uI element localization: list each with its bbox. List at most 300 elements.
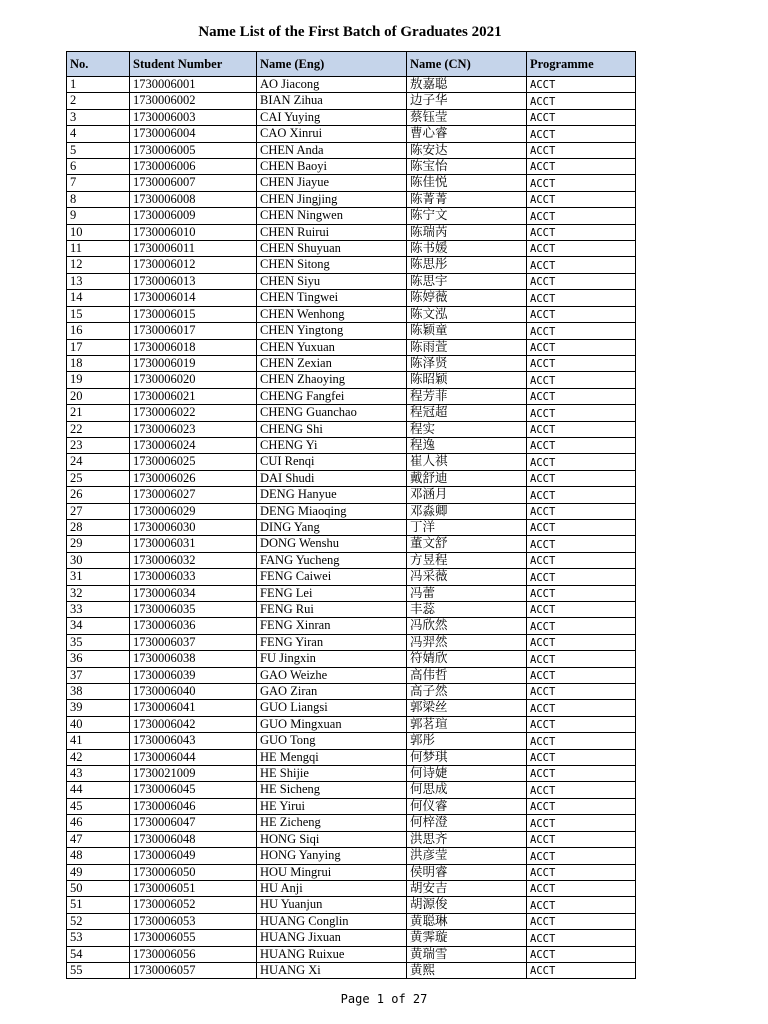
table-row [67, 470, 636, 486]
table-row [67, 569, 636, 585]
cell-name-cn: 陈宁文 [407, 208, 527, 224]
cell-student-number: 1730006023 [130, 421, 257, 437]
cell-name-cn: 陈佳悦 [407, 175, 527, 191]
cell-student-number: 1730006021 [130, 388, 257, 404]
cell-no: 48 [67, 848, 130, 864]
cell-name-cn: 邓涵月 [407, 487, 527, 503]
cell-name-cn: 符婧欣 [407, 651, 527, 667]
cell-name-cn: 黄瑞雪 [407, 946, 527, 962]
table-row [67, 700, 636, 716]
cell-name-eng: HU Anji [257, 880, 407, 896]
cell-name-eng: DAI Shudi [257, 470, 407, 486]
cell-programme: ACCT [527, 93, 636, 109]
cell-name-eng: HE Mengqi [257, 749, 407, 765]
cell-programme: ACCT [527, 306, 636, 322]
cell-name-cn: 冯蕾 [407, 585, 527, 601]
cell-programme: ACCT [527, 930, 636, 946]
cell-no: 55 [67, 962, 130, 978]
cell-programme: ACCT [527, 684, 636, 700]
table-row [67, 798, 636, 814]
table-row [67, 782, 636, 798]
header-programme: Programme [527, 52, 636, 77]
cell-programme: ACCT [527, 831, 636, 847]
table-row [67, 880, 636, 896]
table-row [67, 519, 636, 535]
cell-name-cn: 丰蕊 [407, 602, 527, 618]
cell-student-number: 1730006032 [130, 552, 257, 568]
cell-student-number: 1730006017 [130, 323, 257, 339]
cell-programme: ACCT [527, 290, 636, 306]
cell-name-eng: CUI Renqi [257, 454, 407, 470]
cell-no: 28 [67, 519, 130, 535]
cell-student-number: 1730006034 [130, 585, 257, 601]
table-row [67, 109, 636, 125]
table-row [67, 864, 636, 880]
cell-name-eng: CHEN Yuxuan [257, 339, 407, 355]
cell-name-cn: 冯羿然 [407, 634, 527, 650]
cell-student-number: 1730006036 [130, 618, 257, 634]
cell-no: 21 [67, 405, 130, 421]
cell-name-eng: GAO Ziran [257, 684, 407, 700]
cell-name-eng: HUANG Xi [257, 962, 407, 978]
cell-programme: ACCT [527, 437, 636, 453]
cell-name-eng: CHENG Yi [257, 437, 407, 453]
cell-name-eng: CAI Yuying [257, 109, 407, 125]
cell-name-eng: DENG Miaoqing [257, 503, 407, 519]
cell-no: 6 [67, 159, 130, 175]
cell-name-eng: FENG Caiwei [257, 569, 407, 585]
cell-name-cn: 何诗婕 [407, 766, 527, 782]
cell-name-eng: GUO Tong [257, 733, 407, 749]
cell-programme: ACCT [527, 569, 636, 585]
cell-student-number: 1730006046 [130, 798, 257, 814]
cell-no: 52 [67, 913, 130, 929]
table-row [67, 77, 636, 93]
cell-no: 46 [67, 815, 130, 831]
cell-name-eng: HUANG Ruixue [257, 946, 407, 962]
table-row [67, 126, 636, 142]
cell-name-eng: GUO Liangsi [257, 700, 407, 716]
cell-name-eng: CHEN Tingwei [257, 290, 407, 306]
cell-programme: ACCT [527, 323, 636, 339]
cell-name-cn: 何梦琪 [407, 749, 527, 765]
cell-programme: ACCT [527, 782, 636, 798]
cell-name-cn: 曹心睿 [407, 126, 527, 142]
cell-student-number: 1730006049 [130, 848, 257, 864]
cell-name-cn: 高子然 [407, 684, 527, 700]
cell-name-cn: 陈颖童 [407, 323, 527, 339]
table-row [67, 93, 636, 109]
cell-name-cn: 丁洋 [407, 519, 527, 535]
cell-no: 30 [67, 552, 130, 568]
header-student-number: Student Number [130, 52, 257, 77]
cell-student-number: 1730006022 [130, 405, 257, 421]
cell-no: 38 [67, 684, 130, 700]
cell-student-number: 1730006030 [130, 519, 257, 535]
cell-no: 14 [67, 290, 130, 306]
cell-programme: ACCT [527, 618, 636, 634]
cell-no: 10 [67, 224, 130, 240]
cell-programme: ACCT [527, 126, 636, 142]
cell-name-eng: CHENG Shi [257, 421, 407, 437]
table-body [67, 77, 636, 979]
cell-student-number: 1730006057 [130, 962, 257, 978]
cell-programme: ACCT [527, 602, 636, 618]
cell-name-cn: 黄熙 [407, 962, 527, 978]
cell-name-eng: CAO Xinrui [257, 126, 407, 142]
cell-no: 33 [67, 602, 130, 618]
table-row [67, 405, 636, 421]
table-row [67, 224, 636, 240]
cell-no: 32 [67, 585, 130, 601]
cell-student-number: 1730006014 [130, 290, 257, 306]
cell-programme: ACCT [527, 519, 636, 535]
cell-student-number: 1730006033 [130, 569, 257, 585]
cell-no: 15 [67, 306, 130, 322]
cell-student-number: 1730006048 [130, 831, 257, 847]
graduates-table [66, 51, 636, 979]
cell-name-cn: 侯明睿 [407, 864, 527, 880]
cell-name-cn: 程冠超 [407, 405, 527, 421]
cell-student-number: 1730006006 [130, 159, 257, 175]
cell-student-number: 1730006044 [130, 749, 257, 765]
table-row [67, 323, 636, 339]
cell-no: 26 [67, 487, 130, 503]
cell-programme: ACCT [527, 913, 636, 929]
cell-programme: ACCT [527, 700, 636, 716]
cell-name-cn: 程逸 [407, 437, 527, 453]
cell-name-eng: CHEN Jingjing [257, 191, 407, 207]
cell-name-cn: 邓淼卿 [407, 503, 527, 519]
table-row [67, 733, 636, 749]
cell-programme: ACCT [527, 552, 636, 568]
cell-student-number: 1730006031 [130, 536, 257, 552]
cell-name-eng: CHEN Ruirui [257, 224, 407, 240]
cell-name-cn: 冯采薇 [407, 569, 527, 585]
cell-programme: ACCT [527, 355, 636, 371]
cell-student-number: 1730006009 [130, 208, 257, 224]
cell-name-cn: 陈昭颖 [407, 372, 527, 388]
cell-programme: ACCT [527, 503, 636, 519]
cell-programme: ACCT [527, 77, 636, 93]
cell-no: 49 [67, 864, 130, 880]
cell-programme: ACCT [527, 224, 636, 240]
cell-name-eng: DONG Wenshu [257, 536, 407, 552]
cell-name-cn: 陈婷薇 [407, 290, 527, 306]
cell-name-eng: CHENG Guanchao [257, 405, 407, 421]
cell-no: 8 [67, 191, 130, 207]
cell-name-cn: 陈泽贤 [407, 355, 527, 371]
cell-student-number: 1730006002 [130, 93, 257, 109]
cell-name-cn: 何思成 [407, 782, 527, 798]
cell-no: 22 [67, 421, 130, 437]
cell-programme: ACCT [527, 405, 636, 421]
cell-name-eng: CHENG Fangfei [257, 388, 407, 404]
table-row [67, 142, 636, 158]
table-row [67, 208, 636, 224]
cell-programme: ACCT [527, 175, 636, 191]
cell-student-number: 1730006010 [130, 224, 257, 240]
cell-student-number: 1730021009 [130, 766, 257, 782]
cell-student-number: 1730006038 [130, 651, 257, 667]
cell-no: 24 [67, 454, 130, 470]
cell-student-number: 1730006007 [130, 175, 257, 191]
cell-programme: ACCT [527, 815, 636, 831]
cell-name-eng: CHEN Zhaoying [257, 372, 407, 388]
cell-no: 3 [67, 109, 130, 125]
cell-programme: ACCT [527, 142, 636, 158]
cell-no: 9 [67, 208, 130, 224]
cell-programme: ACCT [527, 388, 636, 404]
cell-programme: ACCT [527, 208, 636, 224]
table-row [67, 388, 636, 404]
table-row [67, 815, 636, 831]
table-row [67, 257, 636, 273]
cell-name-eng: BIAN Zihua [257, 93, 407, 109]
cell-student-number: 1730006008 [130, 191, 257, 207]
cell-name-eng: FENG Xinran [257, 618, 407, 634]
cell-no: 34 [67, 618, 130, 634]
table-row [67, 437, 636, 453]
cell-no: 37 [67, 667, 130, 683]
cell-student-number: 1730006019 [130, 355, 257, 371]
cell-name-cn: 程实 [407, 421, 527, 437]
table-row [67, 716, 636, 732]
cell-student-number: 1730006055 [130, 930, 257, 946]
cell-name-eng: HUANG Conglin [257, 913, 407, 929]
cell-programme: ACCT [527, 257, 636, 273]
cell-no: 20 [67, 388, 130, 404]
page-footer: Page 1 of 27 [340, 992, 428, 1006]
cell-programme: ACCT [527, 241, 636, 257]
cell-no: 13 [67, 273, 130, 289]
cell-name-cn: 郭茗瑄 [407, 716, 527, 732]
cell-student-number: 1730006012 [130, 257, 257, 273]
cell-name-cn: 方昱程 [407, 552, 527, 568]
cell-name-cn: 何仪睿 [407, 798, 527, 814]
cell-programme: ACCT [527, 798, 636, 814]
cell-no: 31 [67, 569, 130, 585]
cell-name-cn: 洪彦莹 [407, 848, 527, 864]
cell-name-cn: 陈文泓 [407, 306, 527, 322]
table-row [67, 897, 636, 913]
cell-programme: ACCT [527, 634, 636, 650]
cell-name-eng: GUO Mingxuan [257, 716, 407, 732]
table-row [67, 930, 636, 946]
cell-no: 44 [67, 782, 130, 798]
cell-no: 18 [67, 355, 130, 371]
cell-name-cn: 边子华 [407, 93, 527, 109]
table-row [67, 503, 636, 519]
cell-no: 11 [67, 241, 130, 257]
cell-name-eng: FANG Yucheng [257, 552, 407, 568]
cell-name-cn: 陈思彤 [407, 257, 527, 273]
table-row [67, 421, 636, 437]
cell-programme: ACCT [527, 749, 636, 765]
cell-name-eng: CHEN Yingtong [257, 323, 407, 339]
cell-student-number: 1730006025 [130, 454, 257, 470]
cell-name-cn: 董文舒 [407, 536, 527, 552]
cell-no: 39 [67, 700, 130, 716]
table-row [67, 290, 636, 306]
table-row [67, 634, 636, 650]
cell-student-number: 1730006013 [130, 273, 257, 289]
cell-name-eng: FENG Yiran [257, 634, 407, 650]
cell-name-cn: 胡源俊 [407, 897, 527, 913]
cell-programme: ACCT [527, 946, 636, 962]
cell-student-number: 1730006026 [130, 470, 257, 486]
cell-programme: ACCT [527, 897, 636, 913]
table-row [67, 651, 636, 667]
cell-no: 50 [67, 880, 130, 896]
cell-student-number: 1730006040 [130, 684, 257, 700]
cell-student-number: 1730006053 [130, 913, 257, 929]
cell-no: 41 [67, 733, 130, 749]
cell-name-cn: 洪思齐 [407, 831, 527, 847]
cell-student-number: 1730006001 [130, 77, 257, 93]
cell-no: 51 [67, 897, 130, 913]
cell-student-number: 1730006051 [130, 880, 257, 896]
table-row [67, 831, 636, 847]
header-no: No. [67, 52, 130, 77]
cell-name-cn: 何梓澄 [407, 815, 527, 831]
cell-name-eng: DENG Hanyue [257, 487, 407, 503]
cell-student-number: 1730006056 [130, 946, 257, 962]
cell-programme: ACCT [527, 733, 636, 749]
cell-name-cn: 陈瑞芮 [407, 224, 527, 240]
cell-name-eng: GAO Weizhe [257, 667, 407, 683]
cell-no: 12 [67, 257, 130, 273]
cell-programme: ACCT [527, 880, 636, 896]
cell-student-number: 1730006045 [130, 782, 257, 798]
cell-student-number: 1730006005 [130, 142, 257, 158]
cell-no: 53 [67, 930, 130, 946]
cell-name-eng: HE Sicheng [257, 782, 407, 798]
cell-no: 43 [67, 766, 130, 782]
cell-name-cn: 蔡钰莹 [407, 109, 527, 125]
cell-name-eng: HUANG Jixuan [257, 930, 407, 946]
cell-name-eng: HONG Yanying [257, 848, 407, 864]
cell-student-number: 1730006029 [130, 503, 257, 519]
cell-name-cn: 黄霁璇 [407, 930, 527, 946]
cell-name-eng: CHEN Zexian [257, 355, 407, 371]
table-row [67, 913, 636, 929]
table-row [67, 454, 636, 470]
cell-name-eng: HONG Siqi [257, 831, 407, 847]
table-row [67, 962, 636, 978]
cell-name-eng: CHEN Sitong [257, 257, 407, 273]
cell-name-eng: HOU Mingrui [257, 864, 407, 880]
cell-programme: ACCT [527, 864, 636, 880]
cell-name-eng: DING Yang [257, 519, 407, 535]
cell-student-number: 1730006052 [130, 897, 257, 913]
cell-no: 5 [67, 142, 130, 158]
table-row [67, 372, 636, 388]
header-name-eng: Name (Eng) [257, 52, 407, 77]
cell-programme: ACCT [527, 159, 636, 175]
table-row [67, 355, 636, 371]
cell-no: 35 [67, 634, 130, 650]
table-row [67, 848, 636, 864]
cell-name-cn: 陈雨萱 [407, 339, 527, 355]
table-row [67, 684, 636, 700]
cell-programme: ACCT [527, 339, 636, 355]
table-row [67, 306, 636, 322]
cell-name-cn: 冯欣然 [407, 618, 527, 634]
header-name-cn: Name (CN) [407, 52, 527, 77]
table-row [67, 339, 636, 355]
table-row [67, 749, 636, 765]
cell-programme: ACCT [527, 191, 636, 207]
cell-student-number: 1730006037 [130, 634, 257, 650]
table-row [67, 191, 636, 207]
cell-name-cn: 黄聪琳 [407, 913, 527, 929]
cell-student-number: 1730006043 [130, 733, 257, 749]
table-row [67, 667, 636, 683]
cell-no: 54 [67, 946, 130, 962]
cell-student-number: 1730006004 [130, 126, 257, 142]
cell-programme: ACCT [527, 454, 636, 470]
cell-no: 1 [67, 77, 130, 93]
cell-no: 19 [67, 372, 130, 388]
cell-student-number: 1730006039 [130, 667, 257, 683]
cell-no: 29 [67, 536, 130, 552]
cell-name-eng: FENG Rui [257, 602, 407, 618]
cell-no: 45 [67, 798, 130, 814]
cell-name-eng: FU Jingxin [257, 651, 407, 667]
cell-programme: ACCT [527, 585, 636, 601]
cell-no: 7 [67, 175, 130, 191]
cell-name-eng: HU Yuanjun [257, 897, 407, 913]
cell-name-cn: 郭彤 [407, 733, 527, 749]
cell-student-number: 1730006011 [130, 241, 257, 257]
table-row [67, 766, 636, 782]
cell-name-cn: 郭梁丝 [407, 700, 527, 716]
cell-programme: ACCT [527, 716, 636, 732]
table-row [67, 602, 636, 618]
table-row [67, 536, 636, 552]
cell-programme: ACCT [527, 667, 636, 683]
cell-student-number: 1730006035 [130, 602, 257, 618]
table-row [67, 273, 636, 289]
cell-name-eng: CHEN Siyu [257, 273, 407, 289]
cell-programme: ACCT [527, 651, 636, 667]
cell-programme: ACCT [527, 372, 636, 388]
cell-name-cn: 陈菁菁 [407, 191, 527, 207]
cell-name-cn: 戴舒迪 [407, 470, 527, 486]
cell-no: 40 [67, 716, 130, 732]
cell-programme: ACCT [527, 470, 636, 486]
cell-no: 17 [67, 339, 130, 355]
cell-programme: ACCT [527, 109, 636, 125]
cell-name-cn: 胡安吉 [407, 880, 527, 896]
cell-no: 16 [67, 323, 130, 339]
cell-name-eng: CHEN Jiayue [257, 175, 407, 191]
cell-no: 27 [67, 503, 130, 519]
table-header-row [67, 52, 636, 77]
table-row [67, 175, 636, 191]
cell-student-number: 1730006018 [130, 339, 257, 355]
cell-no: 2 [67, 93, 130, 109]
cell-programme: ACCT [527, 536, 636, 552]
cell-name-eng: CHEN Shuyuan [257, 241, 407, 257]
cell-name-eng: HE Yirui [257, 798, 407, 814]
cell-name-eng: AO Jiacong [257, 77, 407, 93]
table-row [67, 618, 636, 634]
table-row [67, 241, 636, 257]
table-row [67, 487, 636, 503]
cell-no: 36 [67, 651, 130, 667]
